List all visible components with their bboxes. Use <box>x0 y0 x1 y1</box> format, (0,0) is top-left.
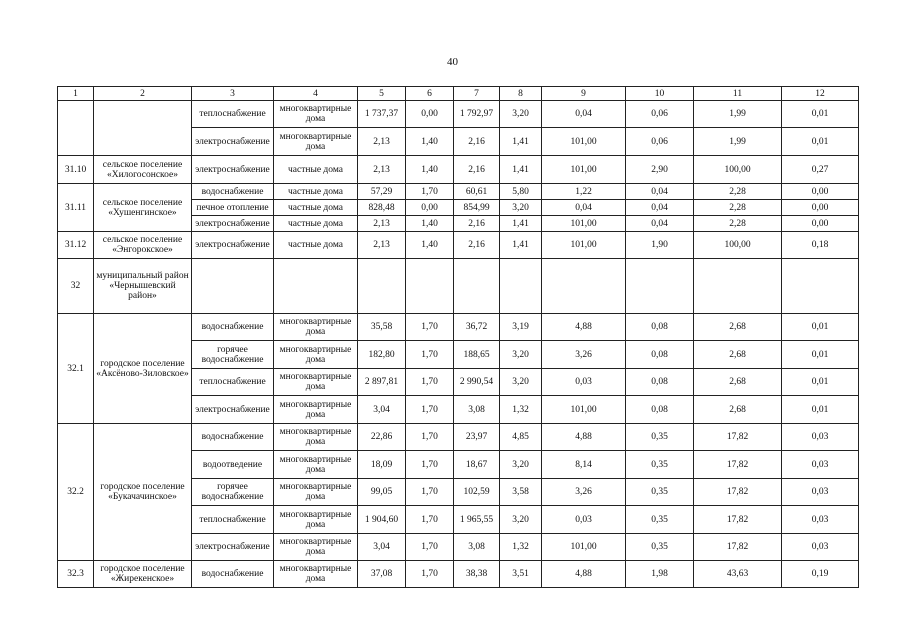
column-header: 6 <box>406 87 454 101</box>
table-cell: сельское поселение «Хушенгинское» <box>94 184 192 232</box>
table-cell <box>192 259 274 314</box>
table-cell: 4,88 <box>542 424 626 451</box>
table-cell: 1,70 <box>406 424 454 451</box>
table-cell: горячее водоснабжение <box>192 341 274 369</box>
table-cell: 5,80 <box>500 184 542 200</box>
table-cell: 0,03 <box>782 506 859 534</box>
table-row <box>58 314 859 341</box>
table-cell: 0,04 <box>626 184 694 200</box>
table-cell: 0,01 <box>782 396 859 424</box>
table-cell: 3,20 <box>500 369 542 396</box>
table-cell: 100,00 <box>694 156 782 184</box>
table-cell: 101,00 <box>542 396 626 424</box>
table-cell: водоотведение <box>192 451 274 479</box>
table-cell: 2,16 <box>454 128 500 156</box>
table-cell: 3,26 <box>542 341 626 369</box>
table-cell: теплоснабжение <box>192 506 274 534</box>
table-cell: 3,20 <box>500 200 542 216</box>
table-cell: водоснабжение <box>192 561 274 588</box>
table-cell: 18,67 <box>454 451 500 479</box>
column-header: 11 <box>694 87 782 101</box>
table-cell: 60,61 <box>454 184 500 200</box>
table-cell <box>94 101 192 156</box>
table-cell: 100,00 <box>694 232 782 259</box>
table-cell: 0,01 <box>782 341 859 369</box>
table-cell: 0,03 <box>542 369 626 396</box>
table-cell: 0,08 <box>626 341 694 369</box>
table-cell: 2 990,54 <box>454 369 500 396</box>
table-cell: 101,00 <box>542 534 626 561</box>
table-body <box>58 87 859 588</box>
column-header: 8 <box>500 87 542 101</box>
table-cell: 2,13 <box>358 156 406 184</box>
table-cell: 0,06 <box>626 101 694 128</box>
table-cell: многоквартирные дома <box>274 396 358 424</box>
table-cell: 1,70 <box>406 369 454 396</box>
table-cell: частные дома <box>274 184 358 200</box>
table-cell: 3,20 <box>500 101 542 128</box>
table-cell: 4,88 <box>542 314 626 341</box>
table-cell: многоквартирные дома <box>274 424 358 451</box>
table-cell: электроснабжение <box>192 156 274 184</box>
table-cell: городское поселение «Жирекенское» <box>94 561 192 588</box>
table-cell: 0,04 <box>542 200 626 216</box>
table-cell: 0,03 <box>782 451 859 479</box>
table-row <box>58 561 859 588</box>
table-cell: 0,27 <box>782 156 859 184</box>
table-cell: 0,19 <box>782 561 859 588</box>
table-cell: многоквартирные дома <box>274 369 358 396</box>
table-cell: многоквартирные дома <box>274 128 358 156</box>
table-row <box>58 101 859 128</box>
table-cell: 2,13 <box>358 128 406 156</box>
table-cell: 3,58 <box>500 479 542 506</box>
table-cell: 0,06 <box>626 128 694 156</box>
table-cell: 0,35 <box>626 506 694 534</box>
table-cell: 18,09 <box>358 451 406 479</box>
table-cell: многоквартирные дома <box>274 341 358 369</box>
table-cell: 1,70 <box>406 451 454 479</box>
table-cell: сельское поселение «Хилогосонское» <box>94 156 192 184</box>
table-cell: 38,38 <box>454 561 500 588</box>
column-header: 1 <box>58 87 94 101</box>
table-cell: 1,70 <box>406 314 454 341</box>
table-cell: 0,18 <box>782 232 859 259</box>
table-cell <box>358 259 406 314</box>
table-cell: 1,41 <box>500 156 542 184</box>
table-cell <box>626 259 694 314</box>
table-cell: 1,40 <box>406 232 454 259</box>
column-header: 3 <box>192 87 274 101</box>
table-cell: 2,90 <box>626 156 694 184</box>
table-cell: 1,98 <box>626 561 694 588</box>
table-cell: 1 737,37 <box>358 101 406 128</box>
table-cell: 1 904,60 <box>358 506 406 534</box>
column-header: 2 <box>94 87 192 101</box>
table-cell: 101,00 <box>542 128 626 156</box>
table-cell: 3,19 <box>500 314 542 341</box>
table-cell: муниципальный район «Чернышевский район» <box>94 259 192 314</box>
table-cell: 102,59 <box>454 479 500 506</box>
table-cell: 101,00 <box>542 232 626 259</box>
table-cell: 3,08 <box>454 534 500 561</box>
table-cell: 1,70 <box>406 479 454 506</box>
table-cell: 1,70 <box>406 534 454 561</box>
column-header: 10 <box>626 87 694 101</box>
table-cell: 0,08 <box>626 369 694 396</box>
table-cell <box>782 259 859 314</box>
table-cell: 101,00 <box>542 216 626 232</box>
table-cell: 3,04 <box>358 396 406 424</box>
table-cell: многоквартирные дома <box>274 561 358 588</box>
table-cell: 0,03 <box>542 506 626 534</box>
table-cell: теплоснабжение <box>192 101 274 128</box>
table-cell: 2,68 <box>694 396 782 424</box>
table-cell: 1,99 <box>694 128 782 156</box>
table-cell: 1,40 <box>406 128 454 156</box>
table-cell: 0,35 <box>626 479 694 506</box>
table-cell: 43,63 <box>694 561 782 588</box>
table-cell <box>694 259 782 314</box>
table-cell: 0,00 <box>406 101 454 128</box>
page-number: 40 <box>447 56 458 68</box>
table-cell: частные дома <box>274 232 358 259</box>
table-cell: многоквартирные дома <box>274 451 358 479</box>
table-cell: 23,97 <box>454 424 500 451</box>
table-cell: 1,70 <box>406 341 454 369</box>
table-cell: 31.11 <box>58 184 94 232</box>
table-cell: 1,32 <box>500 534 542 561</box>
table-cell: 99,05 <box>358 479 406 506</box>
table-cell: 2,28 <box>694 184 782 200</box>
table-cell: 1,99 <box>694 101 782 128</box>
table-cell: 2,16 <box>454 232 500 259</box>
table-cell: 17,82 <box>694 506 782 534</box>
table-cell: 0,00 <box>782 184 859 200</box>
table-cell: 0,01 <box>782 128 859 156</box>
table-cell: горячее водоснабжение <box>192 479 274 506</box>
table-cell: 32.2 <box>58 424 94 561</box>
table-cell: 3,26 <box>542 479 626 506</box>
table-cell: городское поселение «Аксёново-Зиловское» <box>94 314 192 424</box>
table-cell: 57,29 <box>358 184 406 200</box>
table-cell: водоснабжение <box>192 424 274 451</box>
table-cell: 2,68 <box>694 369 782 396</box>
table-cell: 35,58 <box>358 314 406 341</box>
table-row <box>58 232 859 259</box>
table-cell <box>500 259 542 314</box>
table-cell: многоквартирные дома <box>274 101 358 128</box>
table-cell: 1,70 <box>406 184 454 200</box>
column-header: 9 <box>542 87 626 101</box>
table-cell: 32.3 <box>58 561 94 588</box>
table-cell: многоквартирные дома <box>274 314 358 341</box>
table-cell: 0,01 <box>782 314 859 341</box>
table-cell: 1,32 <box>500 396 542 424</box>
table-cell: 2,68 <box>694 341 782 369</box>
column-header: 5 <box>358 87 406 101</box>
table-cell: многоквартирные дома <box>274 534 358 561</box>
table-cell: 2,13 <box>358 232 406 259</box>
table-cell: 4,88 <box>542 561 626 588</box>
table-cell: 2,16 <box>454 216 500 232</box>
header-row <box>58 87 859 101</box>
table-cell: 2,13 <box>358 216 406 232</box>
table-cell: 0,35 <box>626 534 694 561</box>
table-cell: 8,14 <box>542 451 626 479</box>
table-cell: 36,72 <box>454 314 500 341</box>
table-cell: 2,16 <box>454 156 500 184</box>
table-cell: 31.12 <box>58 232 94 259</box>
table-cell: 0,08 <box>626 396 694 424</box>
table-row <box>58 424 859 451</box>
table-cell: 101,00 <box>542 156 626 184</box>
table-cell: 3,20 <box>500 341 542 369</box>
table-cell: 854,99 <box>454 200 500 216</box>
table-cell: 2 897,81 <box>358 369 406 396</box>
table-cell <box>454 259 500 314</box>
table-cell: 188,65 <box>454 341 500 369</box>
table-cell <box>542 259 626 314</box>
table-cell: 1,70 <box>406 396 454 424</box>
table-cell: 1,90 <box>626 232 694 259</box>
table-cell: 31.10 <box>58 156 94 184</box>
table-row <box>58 184 859 200</box>
table-cell: 1,41 <box>500 128 542 156</box>
table-cell <box>58 101 94 156</box>
table-cell: 0,00 <box>782 200 859 216</box>
table-cell: многоквартирные дома <box>274 479 358 506</box>
table-cell: 0,04 <box>542 101 626 128</box>
table-cell: 1 792,97 <box>454 101 500 128</box>
table-cell: 32.1 <box>58 314 94 424</box>
table-cell: 2,28 <box>694 200 782 216</box>
table-cell: водоснабжение <box>192 314 274 341</box>
table-cell: частные дома <box>274 216 358 232</box>
table-cell: электроснабжение <box>192 128 274 156</box>
table-cell: электроснабжение <box>192 232 274 259</box>
table-cell: 3,08 <box>454 396 500 424</box>
table-cell: 3,20 <box>500 506 542 534</box>
table-cell: 0,01 <box>782 369 859 396</box>
column-header: 4 <box>274 87 358 101</box>
table-cell: 0,01 <box>782 101 859 128</box>
table-cell: частные дома <box>274 156 358 184</box>
table-cell: 1,70 <box>406 506 454 534</box>
table-cell: частные дома <box>274 200 358 216</box>
table-cell: 4,85 <box>500 424 542 451</box>
table-cell: сельское поселение «Энгорокское» <box>94 232 192 259</box>
column-header: 7 <box>454 87 500 101</box>
table-cell: 0,04 <box>626 200 694 216</box>
table-cell: многоквартирные дома <box>274 506 358 534</box>
table-cell: городское поселение «Букачачинское» <box>94 424 192 561</box>
column-header: 12 <box>782 87 859 101</box>
table-cell: 1 965,55 <box>454 506 500 534</box>
table-cell: 1,41 <box>500 232 542 259</box>
table-row <box>58 259 859 314</box>
table-cell: 1,70 <box>406 561 454 588</box>
table-cell: 3,51 <box>500 561 542 588</box>
table-cell: электроснабжение <box>192 534 274 561</box>
table-cell: 2,28 <box>694 216 782 232</box>
table-cell: 0,03 <box>782 424 859 451</box>
table-cell: 3,04 <box>358 534 406 561</box>
table-cell: электроснабжение <box>192 396 274 424</box>
table-cell: 0,03 <box>782 534 859 561</box>
table-cell: 828,48 <box>358 200 406 216</box>
table-cell: 32 <box>58 259 94 314</box>
table-cell: водоснабжение <box>192 184 274 200</box>
table-cell: 17,82 <box>694 479 782 506</box>
table-cell: 0,00 <box>406 200 454 216</box>
table-cell: 1,41 <box>500 216 542 232</box>
table-cell: 0,00 <box>782 216 859 232</box>
table-cell: электроснабжение <box>192 216 274 232</box>
table-row <box>58 156 859 184</box>
table-cell: 0,03 <box>782 479 859 506</box>
table-cell: 17,82 <box>694 451 782 479</box>
data-table <box>57 86 859 588</box>
table-cell <box>274 259 358 314</box>
table-cell: 1,40 <box>406 156 454 184</box>
table-cell: 0,35 <box>626 451 694 479</box>
table-cell: 37,08 <box>358 561 406 588</box>
table-cell: 0,04 <box>626 216 694 232</box>
table-cell: 182,80 <box>358 341 406 369</box>
table-cell: теплоснабжение <box>192 369 274 396</box>
table-cell: 1,40 <box>406 216 454 232</box>
table-cell: 22,86 <box>358 424 406 451</box>
table-cell: 0,08 <box>626 314 694 341</box>
table-cell <box>406 259 454 314</box>
table-cell: 1,22 <box>542 184 626 200</box>
table-cell: 0,35 <box>626 424 694 451</box>
table-cell: 17,82 <box>694 424 782 451</box>
table-cell: 2,68 <box>694 314 782 341</box>
table-cell: печное отопление <box>192 200 274 216</box>
table-cell: 17,82 <box>694 534 782 561</box>
table-cell: 3,20 <box>500 451 542 479</box>
